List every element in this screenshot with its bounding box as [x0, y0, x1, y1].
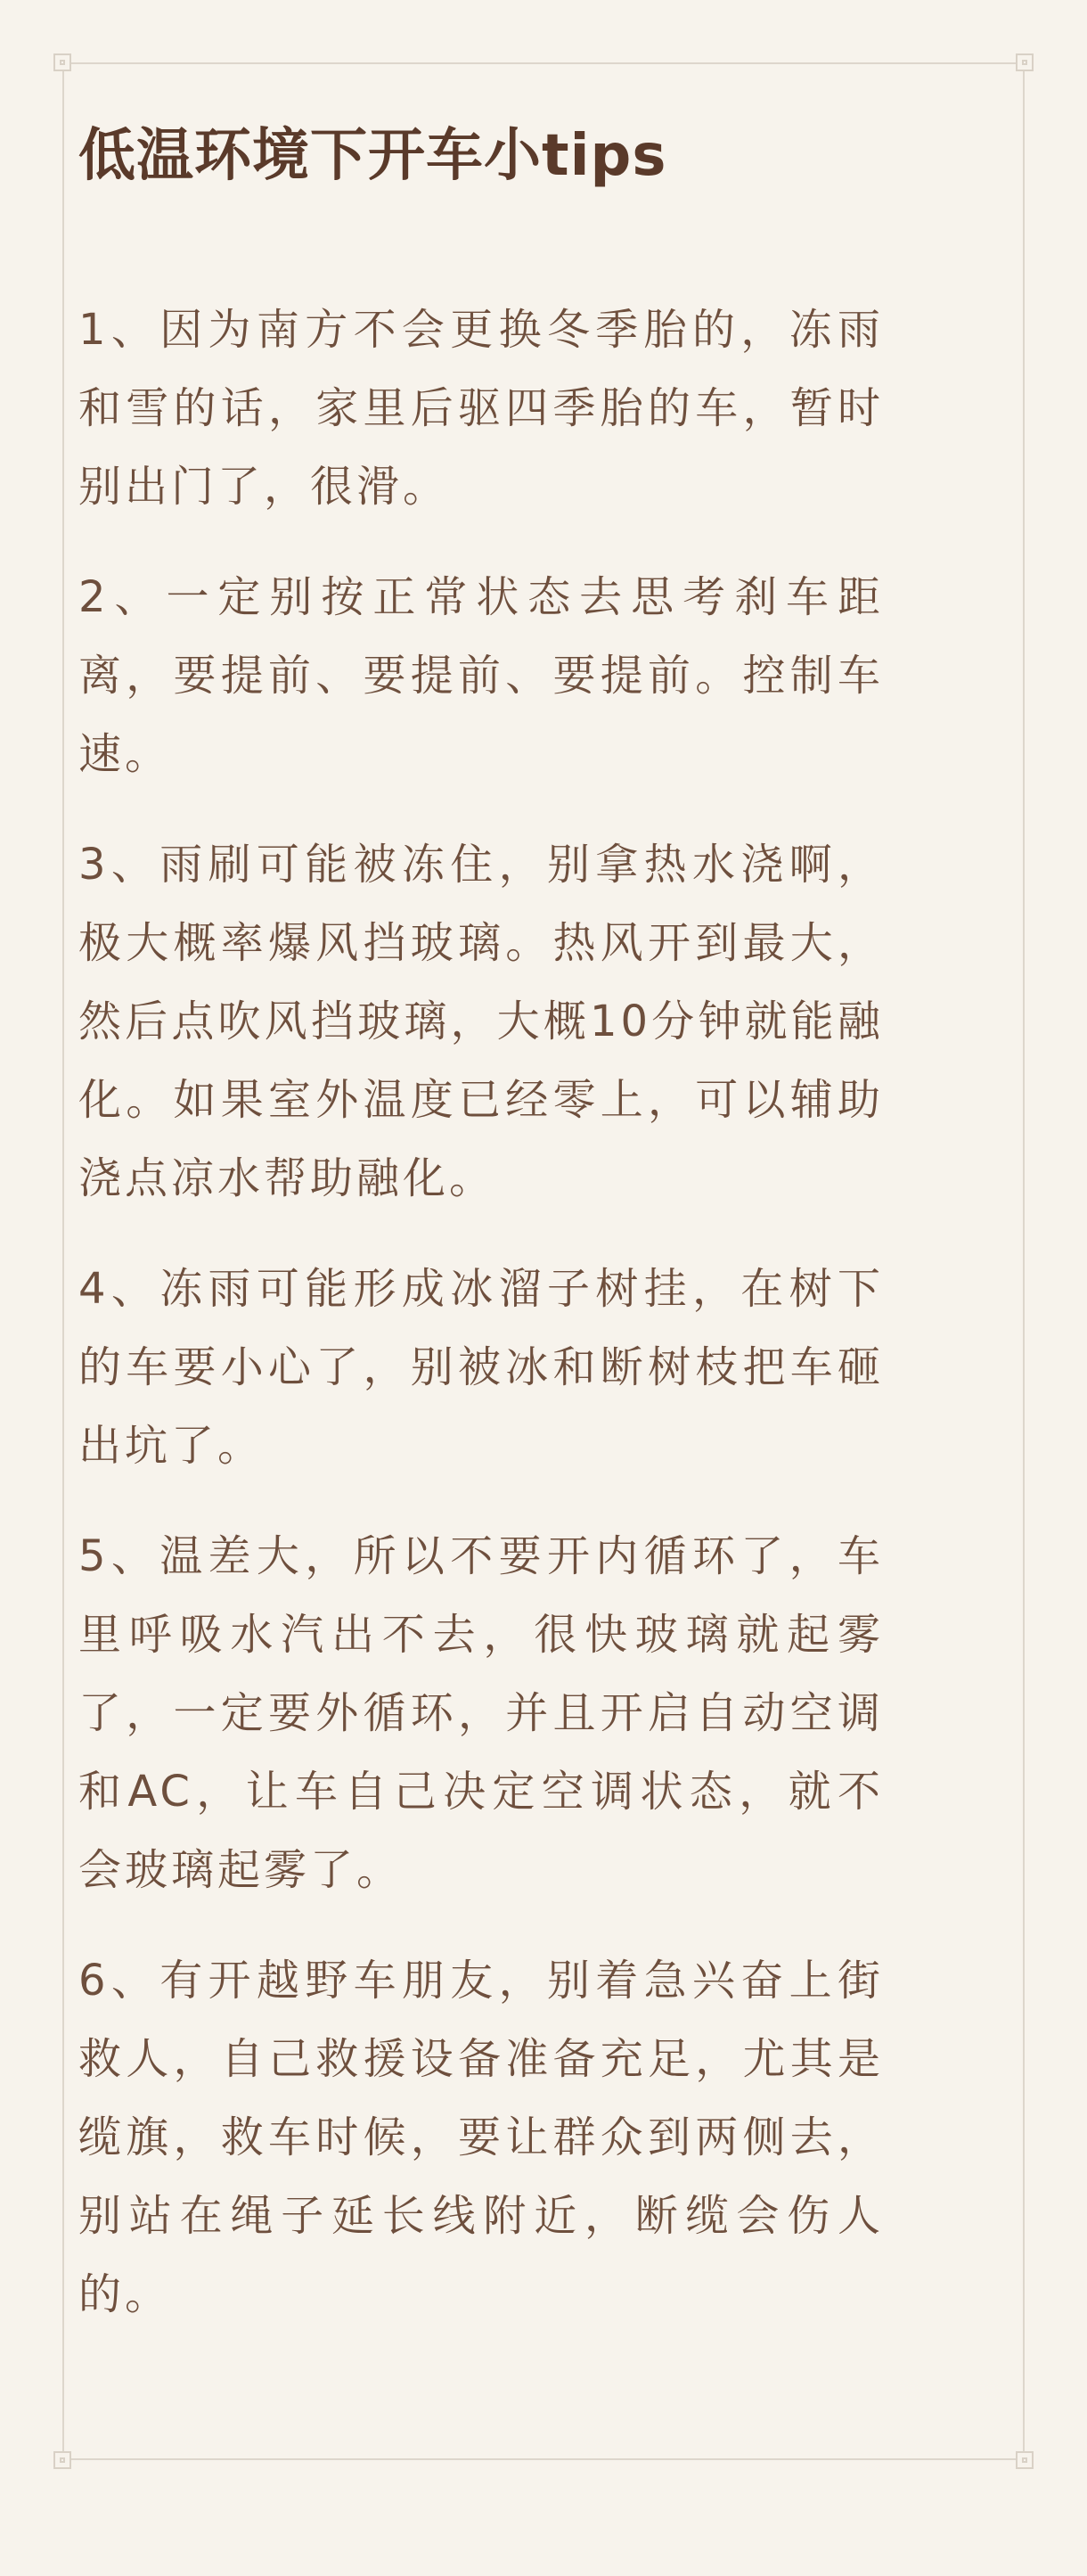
frame-corner-ornament — [53, 53, 71, 71]
frame-corner-ornament — [1016, 2451, 1034, 2469]
frame-corner-ornament — [1016, 53, 1034, 71]
article-content — [78, 116, 884, 2366]
tip-paragraph: 5、温差大，所以不要开内循环了，车里呼吸水汽出不去，很快玻璃就起雾了，一定要外循环，并且开启自动空调和AC，让车自己决定空调状态，就不会玻璃起雾了。 — [78, 1531, 884, 1895]
tip-paragraph: 6、有开越野车朋友，别着急兴奋上街救人，自己救援设备准备充足，尤其是缆旗，救车时候，要让群众到两侧去，别站在绳子延长线附近，断缆会伤人的。 — [78, 1956, 884, 2319]
tip-paragraph: 2、一定别按正常状态去思考刹车距离，要提前、要提前、要提前。控制车速。 — [78, 572, 884, 779]
frame-corner-ornament — [53, 2451, 71, 2469]
page-title: 低温环境下开车小tips — [78, 123, 667, 189]
tip-paragraph: 1、因为南方不会更换冬季胎的，冻雨和雪的话，家里后驱四季胎的车，暂时别出门了，很滑。 — [78, 305, 884, 512]
tip-paragraph: 4、冻雨可能形成冰溜子树挂，在树下的车要小心了，别被冰和断树枝把车砸出坑了。 — [78, 1264, 884, 1471]
tip-paragraph: 3、雨刷可能被冻住，别拿热水浇啊，极大概率爆风挡玻璃。热风开到最大，然后点吹风挡玻璃，大概10分钟就能融化。如果室外温度已经零上，可以辅助浇点凉水帮助融化。 — [78, 840, 884, 1203]
